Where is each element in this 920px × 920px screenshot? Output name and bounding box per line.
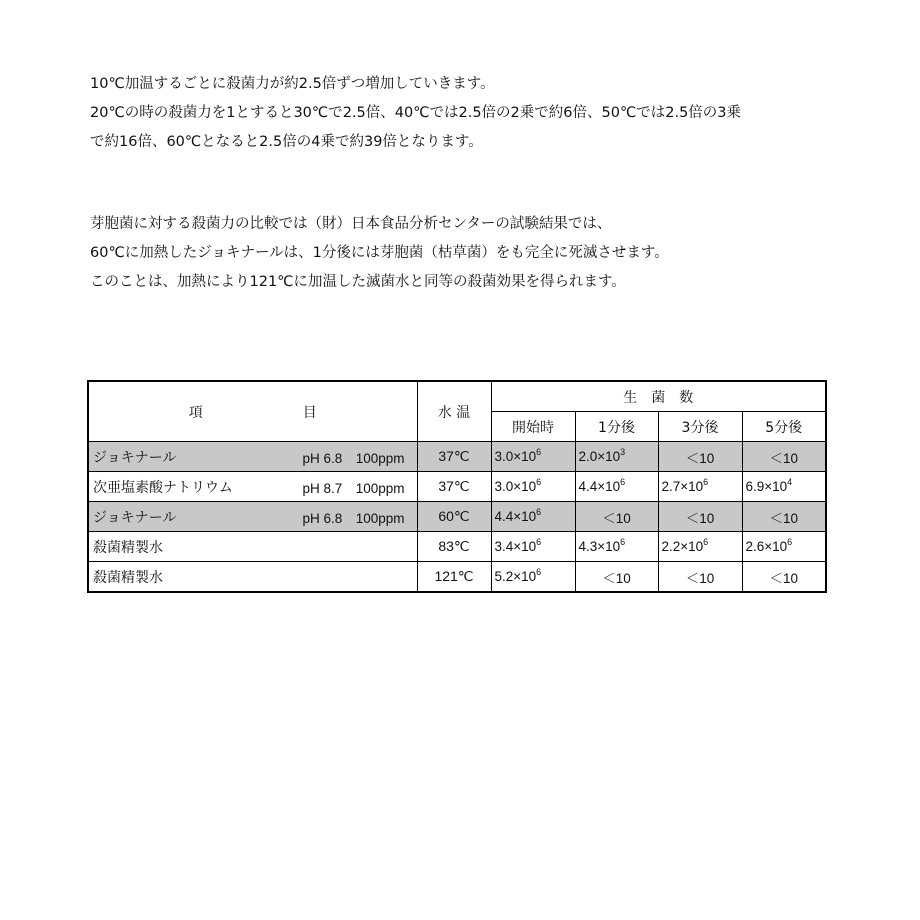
count-exponent: 6 xyxy=(536,477,542,487)
viable-count-cell xyxy=(491,532,575,562)
viable-count-cell xyxy=(742,442,826,472)
sterilization-table xyxy=(87,380,827,593)
intro-paragraph xyxy=(90,70,890,157)
count-mantissa: 2.0×10 xyxy=(578,449,621,464)
viable-count-header: 生 菌 数 xyxy=(491,381,826,412)
table-row xyxy=(88,472,826,502)
item-header xyxy=(88,381,417,442)
item-name: 次亜塩素酸ナトリウム xyxy=(93,479,233,496)
item-name: ジョキナール xyxy=(93,449,177,466)
viable-count-cell xyxy=(491,472,575,502)
count-mantissa: 4.4×10 xyxy=(494,509,537,524)
item-cell xyxy=(88,442,417,472)
count-exponent: 6 xyxy=(703,477,709,487)
count-exponent: 6 xyxy=(620,477,626,487)
water-temp-cell: 37℃ xyxy=(417,472,491,502)
water-temp-cell: 83℃ xyxy=(417,532,491,562)
viable-count-cell xyxy=(575,532,658,562)
count-exponent: 6 xyxy=(536,507,542,517)
viable-count-cell xyxy=(491,562,575,593)
count-mantissa: 5.2×10 xyxy=(494,569,537,584)
intro-line: 10℃加温するごとに殺菌力が約2.5倍ずつ増加していきます。 xyxy=(90,76,495,92)
count-mantissa: 4.4×10 xyxy=(578,479,621,494)
count-mantissa: ＜10 xyxy=(769,510,799,526)
count-mantissa: ＜10 xyxy=(685,570,715,586)
count-mantissa: 2.6×10 xyxy=(745,539,788,554)
table-row xyxy=(88,502,826,532)
table-row xyxy=(88,532,826,562)
table-header-row xyxy=(88,381,826,412)
item-cell xyxy=(88,502,417,532)
count-mantissa: 3.0×10 xyxy=(494,479,537,494)
count-mantissa: 2.7×10 xyxy=(661,479,704,494)
viable-count-cell xyxy=(575,472,658,502)
time-header: 開始時 xyxy=(491,412,575,442)
viable-count-cell xyxy=(742,562,826,593)
count-mantissa: 3.0×10 xyxy=(494,449,537,464)
count-mantissa: ＜10 xyxy=(602,570,631,586)
table-row xyxy=(88,442,826,472)
item-cell xyxy=(88,562,417,593)
count-exponent: 3 xyxy=(620,447,626,457)
count-exponent: 6 xyxy=(703,537,709,547)
item-name: ジョキナール xyxy=(93,509,177,526)
count-mantissa: ＜10 xyxy=(685,450,715,466)
count-mantissa: ＜10 xyxy=(602,510,631,526)
item-name: 殺菌精製水 xyxy=(93,539,163,556)
intro-line: で約16倍、60℃となると2.5倍の4乗で約39倍となります。 xyxy=(90,134,483,150)
count-mantissa: 4.3×10 xyxy=(578,539,621,554)
viable-count-cell xyxy=(742,502,826,532)
viable-count-cell xyxy=(658,442,742,472)
viable-count-cell xyxy=(658,472,742,502)
viable-count-cell xyxy=(742,472,826,502)
spore-line: 芽胞菌に対する殺菌力の比較では（財）日本食品分析センターの試験結果では、 xyxy=(90,216,612,232)
count-exponent: 6 xyxy=(536,537,542,547)
water-temp-cell: 37℃ xyxy=(417,442,491,472)
item-cell xyxy=(88,532,417,562)
count-mantissa: 6.9×10 xyxy=(745,479,788,494)
item-name: 殺菌精製水 xyxy=(93,569,163,586)
time-header: 3分後 xyxy=(658,412,742,442)
count-exponent: 6 xyxy=(536,447,542,457)
item-header-left: 項 xyxy=(188,404,203,421)
viable-count-cell xyxy=(575,502,658,532)
intro-line: 20℃の時の殺菌力を1とすると30℃で2.5倍、40℃では2.5倍の2乗で約6倍、50℃では2.5倍の3乗 xyxy=(90,105,742,121)
count-mantissa: ＜10 xyxy=(685,510,715,526)
viable-count-cell xyxy=(575,442,658,472)
count-exponent: 6 xyxy=(536,567,542,577)
count-mantissa: ＜10 xyxy=(769,570,799,586)
count-mantissa: 3.4×10 xyxy=(494,539,537,554)
count-exponent: 4 xyxy=(787,477,793,487)
item-ph-concentration: pH 6.8 100ppm xyxy=(302,450,405,466)
viable-count-cell xyxy=(491,502,575,532)
table-row xyxy=(88,562,826,593)
count-mantissa: ＜10 xyxy=(769,450,799,466)
water-temp-cell: 60℃ xyxy=(417,502,491,532)
time-header: 1分後 xyxy=(575,412,658,442)
table-body xyxy=(88,442,826,593)
viable-count-cell xyxy=(742,532,826,562)
count-mantissa: 2.2×10 xyxy=(661,539,704,554)
spore-line: このことは、加熱により121℃に加温した滅菌水と同等の殺菌効果を得られます。 xyxy=(90,274,626,290)
item-header-right: 目 xyxy=(302,404,317,421)
viable-count-cell xyxy=(658,532,742,562)
count-exponent: 6 xyxy=(620,537,626,547)
spore-line: 60℃に加熱したジョキナールは、1分後には芽胞菌（枯草菌）をも完全に死滅させます。 xyxy=(90,245,669,261)
spore-paragraph xyxy=(90,210,890,297)
item-ph-concentration: pH 6.8 100ppm xyxy=(302,510,405,526)
time-header: 5分後 xyxy=(742,412,826,442)
item-cell xyxy=(88,472,417,502)
viable-count-cell xyxy=(491,442,575,472)
viable-count-cell xyxy=(658,502,742,532)
count-exponent: 6 xyxy=(787,537,793,547)
water-temp-header: 水 温 xyxy=(417,381,491,442)
viable-count-cell xyxy=(658,562,742,593)
water-temp-cell: 121℃ xyxy=(417,562,491,593)
viable-count-cell xyxy=(575,562,658,593)
item-ph-concentration: pH 8.7 100ppm xyxy=(302,480,405,496)
